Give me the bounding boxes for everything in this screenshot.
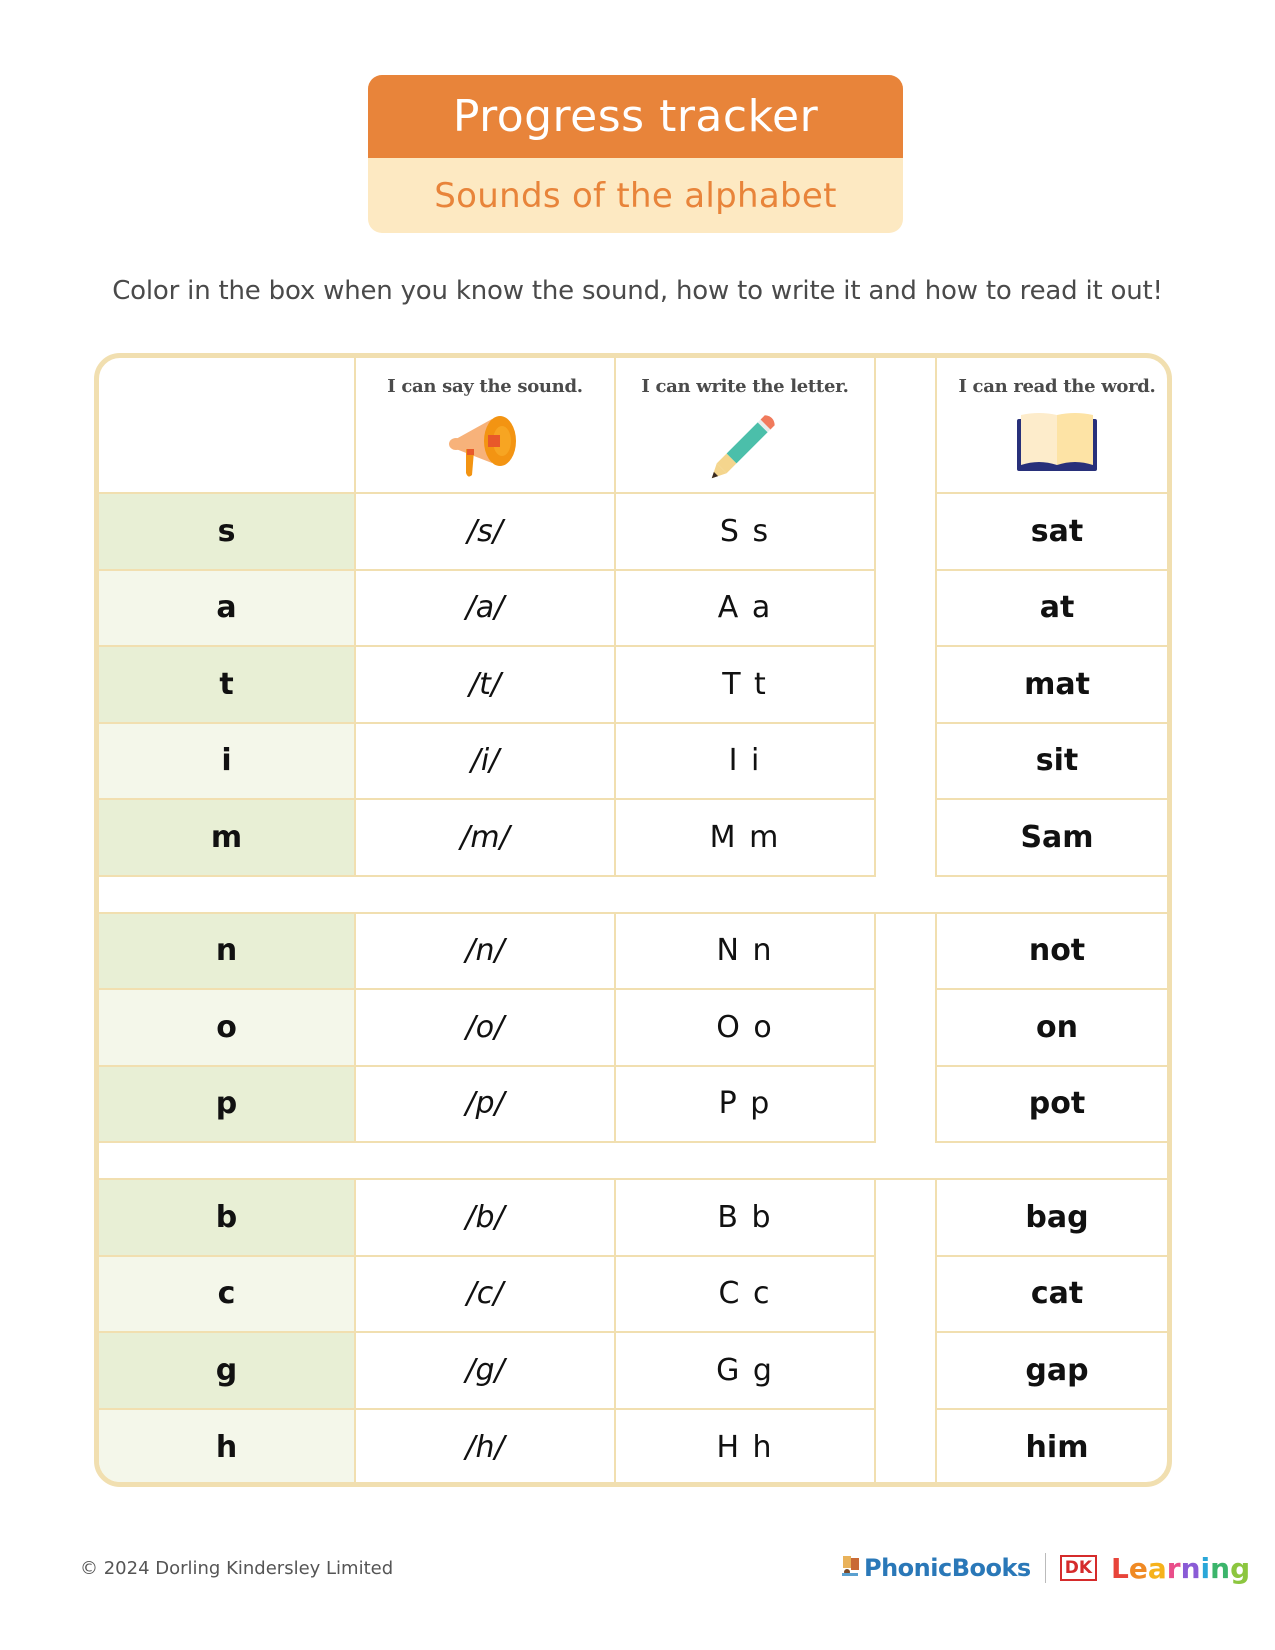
write-letter-box[interactable]: O o <box>616 990 876 1067</box>
footer-logos <box>840 1548 1250 1588</box>
copyright-text: © 2024 Dorling Kindersley Limited <box>80 1558 394 1579</box>
say-sound-box[interactable]: /o/ <box>356 990 616 1067</box>
header-write-letter <box>616 358 876 494</box>
group-separator <box>99 877 1172 914</box>
say-sound-box[interactable]: /a/ <box>356 571 616 648</box>
gap-cell <box>876 647 937 724</box>
say-sound-box[interactable]: /m/ <box>356 800 616 877</box>
say-sound-box[interactable]: /p/ <box>356 1067 616 1144</box>
learning-letter: L <box>1111 1551 1129 1585</box>
learning-letter: i <box>1200 1551 1211 1585</box>
learning-logo <box>1111 1552 1250 1585</box>
phonicbooks-mascot-icon <box>840 1553 862 1583</box>
page-subtitle: Sounds of the alphabet <box>434 175 837 216</box>
row-letter: a <box>99 571 356 648</box>
learning-letter: r <box>1166 1551 1181 1585</box>
header-gap-cell <box>876 358 937 494</box>
read-word-box[interactable]: on <box>937 990 1172 1067</box>
header-read-word <box>937 358 1172 494</box>
page-title: Progress tracker <box>368 75 903 158</box>
say-sound-box[interactable]: /g/ <box>356 1333 616 1410</box>
row-letter: h <box>99 1410 356 1487</box>
header-write-label: I can write the letter. <box>641 376 849 397</box>
gap-cell <box>876 724 937 801</box>
phonicbooks-logo <box>840 1553 1031 1583</box>
row-letter: s <box>99 494 356 571</box>
row-letter: t <box>99 647 356 724</box>
write-letter-box[interactable]: B b <box>616 1180 876 1257</box>
dk-logo: DK <box>1060 1555 1097 1581</box>
say-sound-box[interactable]: /c/ <box>356 1257 616 1334</box>
read-word-box[interactable]: bag <box>937 1180 1172 1257</box>
logo-divider <box>1045 1553 1046 1583</box>
gap-cell <box>876 1067 937 1144</box>
row-letter: m <box>99 800 356 877</box>
learning-letter: a <box>1147 1551 1167 1585</box>
title-card <box>368 75 903 233</box>
read-word-box[interactable]: cat <box>937 1257 1172 1334</box>
instruction-text: Color in the box when you know the sound, how to write it and how to read it out! <box>112 276 1163 306</box>
read-word-box[interactable]: mat <box>937 647 1172 724</box>
book-icon <box>1015 409 1099 479</box>
read-word-box[interactable]: gap <box>937 1333 1172 1410</box>
write-letter-box[interactable]: A a <box>616 571 876 648</box>
header-empty-cell <box>99 358 356 494</box>
phonicbooks-label: PhonicBooks <box>864 1554 1031 1582</box>
say-sound-box[interactable]: /h/ <box>356 1410 616 1487</box>
header-say-label: I can say the sound. <box>387 376 583 397</box>
write-letter-box[interactable]: N n <box>616 914 876 991</box>
header-read-label: I can read the word. <box>958 376 1156 397</box>
learning-letter: n <box>1210 1551 1231 1585</box>
read-word-box[interactable]: him <box>1025 1430 1089 1466</box>
say-sound-box[interactable]: /t/ <box>356 647 616 724</box>
say-sound-box[interactable]: /i/ <box>356 724 616 801</box>
say-sound-box[interactable]: /n/ <box>356 914 616 991</box>
say-sound-box[interactable]: /s/ <box>356 494 616 571</box>
row-letter: p <box>99 1067 356 1144</box>
row-letter: b <box>99 1180 356 1257</box>
read-word-box[interactable]: at <box>937 571 1172 648</box>
row-letter: n <box>99 914 356 991</box>
row-letter: o <box>99 990 356 1067</box>
gap-cell <box>876 990 937 1067</box>
learning-letter: e <box>1128 1551 1148 1585</box>
progress-table <box>94 353 1172 1487</box>
pencil-icon <box>708 409 782 485</box>
read-word-box[interactable]: sat <box>937 494 1172 571</box>
read-word-box[interactable]: pot <box>937 1067 1172 1144</box>
gap-cell <box>876 1257 937 1334</box>
gap-cell <box>876 914 937 991</box>
write-letter-box[interactable]: C c <box>616 1257 876 1334</box>
megaphone-icon <box>448 409 522 485</box>
read-word-box[interactable]: Sam <box>937 800 1172 877</box>
say-sound-box[interactable]: /b/ <box>356 1180 616 1257</box>
gap-cell <box>876 494 937 571</box>
row-letter: c <box>99 1257 356 1334</box>
gap-cell <box>876 1180 937 1257</box>
write-letter-box[interactable]: G g <box>616 1333 876 1410</box>
write-letter-box[interactable]: S s <box>616 494 876 571</box>
row-letter: i <box>99 724 356 801</box>
write-letter-box[interactable]: H h <box>616 1410 876 1487</box>
write-letter-box[interactable]: I i <box>616 724 876 801</box>
header-say-sound <box>356 358 616 494</box>
learning-letter: g <box>1230 1551 1251 1585</box>
write-letter-box[interactable]: M m <box>616 800 876 877</box>
gap-cell <box>876 571 937 648</box>
read-word-box[interactable]: sit <box>937 724 1172 801</box>
learning-letter: n <box>1180 1551 1201 1585</box>
row-letter: g <box>99 1333 356 1410</box>
group-separator <box>99 1143 1172 1180</box>
gap-cell <box>876 1333 937 1410</box>
read-word-box[interactable]: not <box>937 914 1172 991</box>
write-letter-box[interactable]: T t <box>616 647 876 724</box>
gap-cell <box>876 800 937 877</box>
write-letter-box[interactable]: P p <box>616 1067 876 1144</box>
gap-cell <box>876 1410 937 1487</box>
